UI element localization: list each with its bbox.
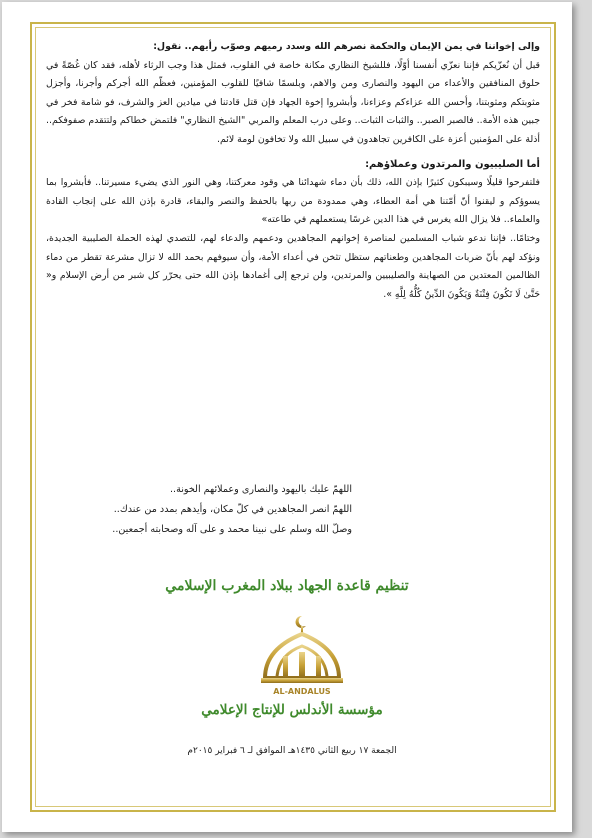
- dua-line: اللهمّ عليك باليهود والنصارى وعملائهم الخونة..: [169, 484, 352, 495]
- media-foundation-name: مؤسسة الأندلس للإنتاج الإعلامي: [201, 702, 383, 718]
- closing-paragraph: وختامًا.. فإننا ندعو شباب المسلمين لمناصرة إخوانهم المجاهدين ودعمهم والدعاء لهم، للتصدي لهذه الحملة الصليبية الجديدة، ونؤكد لهم بأنّ ضربات المجاهدين وطعناتهم ستظل تثخن في أعداء الأمة، وأن سيوفهم بحمد الله لا تزال مشرعة تقطر من دماء الظالمين المعتدين من الصهاينة والصليبيين والمرتدين، ولن ترجع إلى أغمادها بإذن الله حتى يحرّر كل شبر من أرض الإسلام و« حَتَّىٰ لَا تَكُونَ فِتْنَةٌ وَيَكُونَ الدِّينُ كُلُّهُ لِلَّهِ ».: [46, 232, 540, 300]
- crescent-dome-logo-icon: [247, 612, 357, 702]
- dua-line: اللهمّ انصر المجاهدين في كلّ مكان، وأيدهم بمدد من عندك..: [113, 504, 352, 515]
- condolence-paragraph: قبل أن نُعزّيكم فإننا نعزّي أنفسنا أوّلًا، فللشيخ النظاري مكانة خاصة في القلوب، فمثل هذا وجب الرثاء لأهله، فقد كان غُصّةً في حلوق المنافقين والأعداء من اليهود والنصارى ومن والاهم، وبلسمًا شافيًا للقلوب المؤمنين، فعظّم الله أجركم وأجرنا، وأجزل مثوبتكم ومثوبتنا، وأحسن الله عزاءكم وعزاءنا، وأبشروا إخوة الجهاد فإن قتل قادتنا في ميادين العز والشرف، فو شامة فخر في جبين هذه الأمة.. فالصبر الصبر.. والثبات الثبات.. وعلى درب المعلم والمربي "الشيخ النظاري" فلتمض خطاكم ولتتقدم صفوفكم.. أذلة على المؤمنين أعزة على الكافرين تجاهدون في سبيل الله ولا تخافون لومة لائم.: [46, 59, 540, 145]
- dua-line: وصلّ الله وسلم على نبينا محمد و على آله وصحابته أجمعين..: [112, 524, 352, 535]
- section-heading: أما الصليبيون والمرتدون وعملاؤهم:: [365, 158, 540, 170]
- document-page: [2, 2, 572, 832]
- organization-name: تنظيم قاعدة الجهاد ببلاد المغرب الإسلامي: [165, 578, 409, 594]
- warning-paragraph: فلتفرحوا قليلًا وسيبكون كثيرًا بإذن الله، ذلك بأن دماء شهدائنا هي وقود معركتنا، وهي النور الذي يضيء مسيرتنا.. فأبشروا بما يسوؤكم و ليقنوا أنّ أمّتنا هي أمة العطاء، وهي ممدودة من ربها بالحفظ والنصر والبقاء، قادرة بإذن الله على إنجاب القادة والعلماء.. فلا يزال الله يغرس في هذا الدين غرسًا يستعملهم في طاعته»: [46, 177, 540, 226]
- greeting-line: وإلى إخواننا في يمن الإيمان والحكمة نصرهم الله وسدد رميهم وصوّب رأيهم.. نقول:: [153, 41, 540, 52]
- logo-text: AL-ANDALUS: [273, 687, 331, 696]
- date-line: الجمعة ١٧ ربيع الثاني ١٤٣٥هـ الموافق لـ ٦ فبراير ٢٠١٥م: [187, 746, 397, 756]
- supplications: [72, 480, 352, 540]
